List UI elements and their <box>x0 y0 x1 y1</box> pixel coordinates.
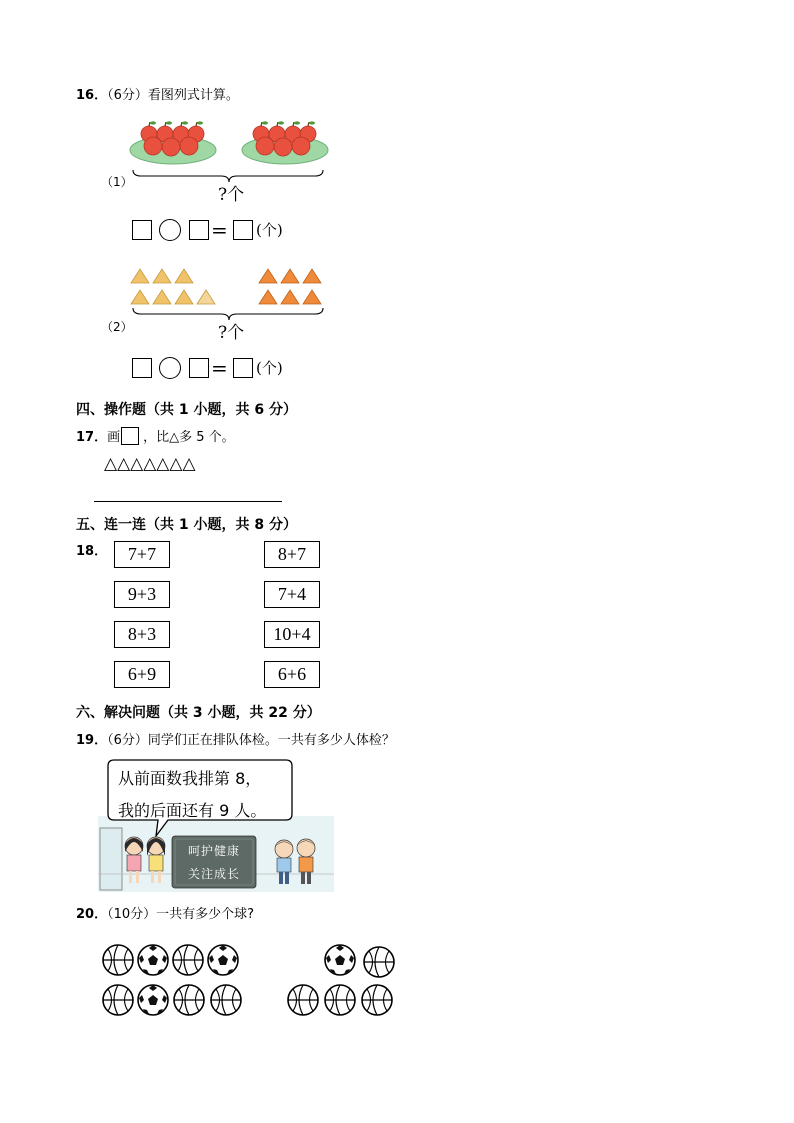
sign-line-1: 呵护健康 <box>188 844 241 858</box>
right-plate-of-apples <box>242 121 328 164</box>
left-plate-of-apples <box>130 121 216 164</box>
q16-part2-question: ?个 <box>218 323 245 343</box>
q19-number: 19． <box>76 733 108 748</box>
q17-text-after: ，比△多 5 个。 <box>143 430 235 445</box>
q17-drawing-line[interactable] <box>94 501 282 502</box>
q18-number: 18． <box>76 544 108 559</box>
answer-box[interactable] <box>132 358 152 378</box>
q20-number: 20． <box>76 907 108 922</box>
match-card-right[interactable]: 7+4 <box>264 581 320 608</box>
q16-triangles-figure <box>125 262 335 324</box>
basketball-icon <box>174 985 204 1015</box>
q16-header <box>76 84 239 103</box>
match-card-right[interactable]: 6+6 <box>264 661 320 688</box>
answer-box[interactable] <box>233 358 253 378</box>
square-symbol <box>121 427 139 445</box>
basketball-icon <box>103 945 133 975</box>
match-card-left[interactable]: 7+7 <box>114 541 170 568</box>
section4-heading: 四、操作题（共 1 小题，共 6 分） <box>76 402 297 418</box>
q16-text: 看图列式计算。 <box>147 88 239 103</box>
match-card-right[interactable]: 10+4 <box>264 621 320 648</box>
answer-box[interactable] <box>189 358 209 378</box>
unit-label: (个) <box>256 221 283 239</box>
door <box>100 828 122 890</box>
q16-points: （6分） <box>107 88 148 103</box>
match-card-left[interactable]: 8+3 <box>114 621 170 648</box>
unit-label: (个) <box>256 359 283 377</box>
sign-line-2: 关注成长 <box>188 867 241 881</box>
q17-number: 17． <box>76 430 108 445</box>
dark-triangles-group <box>259 269 321 304</box>
match-card-right[interactable]: 8+7 <box>264 541 320 568</box>
operator-circle[interactable] <box>159 219 181 241</box>
section6-heading: 六、解决问题（共 3 小题，共 22 分） <box>76 705 321 721</box>
basketball-icon <box>288 985 318 1015</box>
basketball-icon <box>173 945 203 975</box>
q19-points: （6分） <box>107 733 148 748</box>
q20-header <box>76 903 254 922</box>
q20-balls-figure <box>96 938 406 1022</box>
basketball-icon <box>211 985 241 1015</box>
answer-box[interactable] <box>233 220 253 240</box>
q20-text: 一共有多少个球? <box>156 907 255 922</box>
q19-text: 同学们正在排队体检。一共有多少人体检？ <box>147 733 395 748</box>
q20-points: （10分） <box>107 907 157 922</box>
q16-part2-label: （2） <box>101 320 133 334</box>
q16-number: 16． <box>76 88 108 103</box>
light-triangles-group <box>131 269 215 304</box>
q17-text-before: 画 <box>107 430 121 445</box>
answer-box[interactable] <box>132 220 152 240</box>
basketball-icon <box>364 947 394 977</box>
section5-heading: 五、连一连（共 1 小题，共 8 分） <box>76 517 297 533</box>
q16-part1-question: ?个 <box>218 185 245 205</box>
soccer-ball-icon <box>208 945 238 975</box>
equals-sign: = <box>211 356 228 380</box>
q17-triangle-row: △△△△△△△ <box>104 454 196 474</box>
basketball-icon <box>103 985 133 1015</box>
equals-sign: = <box>211 218 228 242</box>
q17-prompt <box>76 426 235 445</box>
speech-line-2: 我的后面还有 9 人。 <box>118 801 267 820</box>
match-card-left[interactable]: 6+9 <box>114 661 170 688</box>
soccer-ball-icon <box>138 945 168 975</box>
match-card-left[interactable]: 9+3 <box>114 581 170 608</box>
soccer-ball-icon <box>325 945 355 975</box>
basketball-icon <box>362 985 392 1015</box>
answer-box[interactable] <box>189 220 209 240</box>
q16-part1-label: （1） <box>101 175 133 189</box>
basketball-icon <box>325 985 355 1015</box>
q19-header <box>76 729 395 748</box>
soccer-ball-icon <box>138 985 168 1015</box>
speech-line-1: 从前面数我排第 8， <box>118 769 262 788</box>
operator-circle[interactable] <box>159 357 181 379</box>
